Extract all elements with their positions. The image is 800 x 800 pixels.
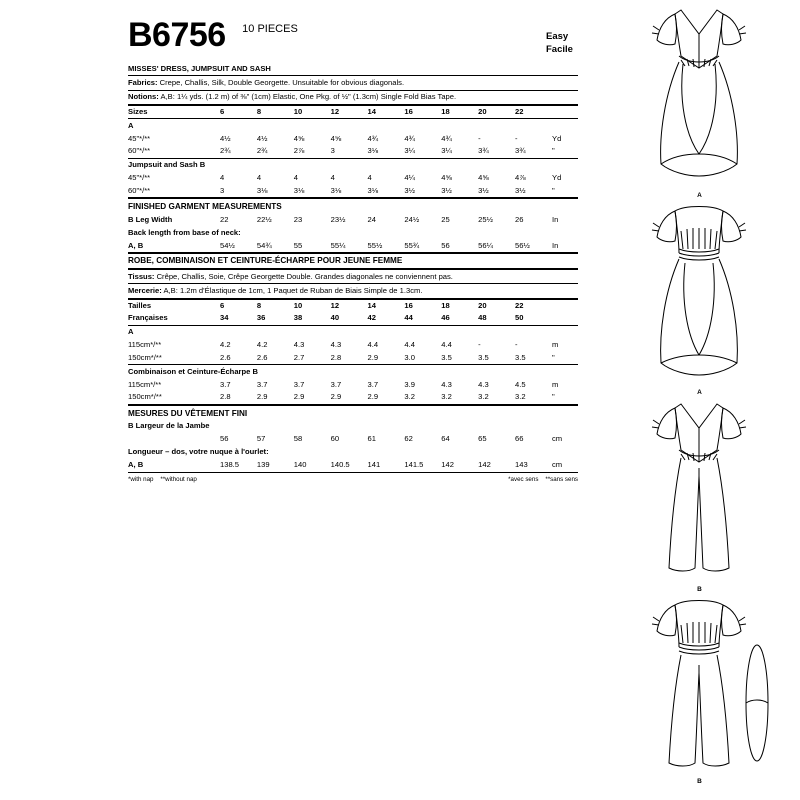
largeur-jambe-fr xyxy=(128,433,578,446)
cell: 55¼ xyxy=(330,240,346,250)
cell: 3.2 xyxy=(515,392,526,402)
cell: 2.9 xyxy=(256,392,268,402)
difficulty-label-en: Easy xyxy=(546,31,569,42)
row-label: 150cm*/** xyxy=(128,392,162,402)
cell: 2.6 xyxy=(256,352,268,362)
cell: 3.2 xyxy=(404,392,415,402)
cell: 3¾ xyxy=(478,146,489,156)
cell: 48 xyxy=(478,313,487,323)
cell: 56½ xyxy=(515,240,530,250)
yardage-b-fr xyxy=(128,379,578,404)
cell: 4 xyxy=(220,173,225,183)
page-title: B6756 xyxy=(128,16,226,54)
cell: 40 xyxy=(330,313,340,323)
footnote-fr xyxy=(508,476,578,484)
cell: 143 xyxy=(515,460,528,470)
cell: 14 xyxy=(367,300,376,310)
cell: 4⅝ xyxy=(330,133,342,143)
row-label: A, B xyxy=(128,240,144,250)
cell: 55½ xyxy=(367,240,383,250)
mercerie-label: Mercerie: xyxy=(128,285,162,295)
cell: 4⅞ xyxy=(515,173,526,183)
cell: 139 xyxy=(256,460,270,470)
cell: 3½ xyxy=(441,185,452,195)
cell: 3.7 xyxy=(367,379,379,389)
row-label: 60"*/** xyxy=(128,146,151,156)
table-row xyxy=(128,213,578,226)
yardage-a-en xyxy=(128,133,578,158)
unit: cm xyxy=(552,460,563,470)
footnote-en-left: *with nap xyxy=(128,475,154,483)
cell: 34 xyxy=(220,313,229,323)
finished-measurements-title-en: FINISHED GARMENT MEASUREMENTS xyxy=(128,202,282,212)
size-col-3: 12 xyxy=(330,106,340,116)
cell: 4⅝ xyxy=(441,173,452,183)
illustration-column xyxy=(607,4,792,787)
cell: 3⅛ xyxy=(293,185,305,195)
cell: 4 xyxy=(330,173,335,183)
cell: 22 xyxy=(220,214,229,224)
cell: 138.5 xyxy=(220,460,240,470)
size-col-1: 8 xyxy=(256,106,262,116)
cell: 42 xyxy=(367,313,376,323)
size-col-6: 18 xyxy=(441,106,450,116)
francaises-label: Françaises xyxy=(128,313,168,323)
cell: 140.5 xyxy=(330,460,350,470)
back-length-label: Back length from base of neck: xyxy=(128,227,241,237)
figure-label: A xyxy=(697,389,702,396)
cell: 3 xyxy=(330,146,335,156)
cell: 3.0 xyxy=(404,352,415,362)
table-row xyxy=(128,145,578,158)
footnote-fr-right: **sans sens xyxy=(545,475,578,483)
figure-label: A xyxy=(697,192,702,199)
cell: 4¾ xyxy=(367,133,379,143)
cell: 4.2 xyxy=(256,340,268,350)
cell: 2.8 xyxy=(330,352,342,362)
cell: 54½ xyxy=(220,240,235,250)
cell: 3⅛ xyxy=(256,185,268,195)
unit: " xyxy=(552,146,555,156)
back-length-en xyxy=(128,239,578,252)
cell: 4.3 xyxy=(330,340,342,350)
size-col-8: 22 xyxy=(515,106,524,116)
cell: - xyxy=(478,133,481,143)
cell: 22 xyxy=(515,300,524,310)
sizes-table-en xyxy=(128,106,578,119)
cell: 4¼ xyxy=(404,173,415,183)
cell: 18 xyxy=(441,300,450,310)
table-row xyxy=(128,133,578,146)
cell: 60 xyxy=(330,434,340,444)
jumpsuit-view-b-back-with-sash xyxy=(607,595,792,785)
unit: " xyxy=(552,392,555,402)
fabrics-row xyxy=(128,76,578,89)
size-col-0: 6 xyxy=(220,106,225,116)
cell: 3⅛ xyxy=(367,146,379,156)
table-row xyxy=(128,391,578,404)
unit: m xyxy=(552,340,559,350)
difficulty-label-fr: Facile xyxy=(546,44,573,55)
cell: 4⅝ xyxy=(293,133,305,143)
cell: 55 xyxy=(293,240,303,250)
cell: 38 xyxy=(293,313,303,323)
tissus-label: Tissus: xyxy=(128,271,155,281)
mercerie-row xyxy=(128,284,578,297)
footnotes xyxy=(128,473,578,484)
unit: Yd xyxy=(552,173,562,183)
table-row xyxy=(128,185,578,198)
longueur-dos-label: Longueur – dos, votre nuque à l'ourlet: xyxy=(128,447,269,457)
fabrics-text: Crepe, Challis, Silk, Double Georgette. Unsuitable for obvious diagonals. xyxy=(159,77,405,87)
cell: 4.5 xyxy=(515,379,526,389)
cell: 26 xyxy=(515,214,524,224)
cell: 56 xyxy=(441,240,450,250)
cell: 66 xyxy=(515,434,524,444)
table-row xyxy=(128,172,578,185)
cell: 2.9 xyxy=(367,352,379,362)
cell: 3.2 xyxy=(441,392,452,402)
table-row xyxy=(128,352,578,365)
tissus-text: Crêpe, Challis, Soie, Crêpe Georgette Double. Grandes diagonales ne conviennent pas. xyxy=(156,271,453,281)
row-label: 45"*/** xyxy=(128,173,151,183)
cell: - xyxy=(515,340,518,350)
table-row xyxy=(128,379,578,392)
cell: 4⅝ xyxy=(478,173,489,183)
cell: 4.4 xyxy=(367,340,379,350)
cell: 20 xyxy=(478,300,487,310)
row-label: 150cm*/** xyxy=(128,352,162,362)
pieces-count: 10 PIECES xyxy=(242,23,298,35)
cell: 4.4 xyxy=(404,340,415,350)
largeur-jambe-label: B Largeur de la Jambe xyxy=(128,421,210,431)
table-row xyxy=(128,459,578,472)
unit: " xyxy=(552,352,555,362)
row-label: 45"*/** xyxy=(128,133,151,143)
cell: 25½ xyxy=(478,214,493,224)
cell: 56 xyxy=(220,434,229,444)
cell: 4 xyxy=(367,173,372,183)
cell: 3½ xyxy=(404,185,415,195)
garment-title-fr: ROBE, COMBINAISON ET CEINTURE-ÉCHARPE POUR JEUNE FEMME xyxy=(128,252,578,270)
cell: 36 xyxy=(256,313,266,323)
unit: m xyxy=(552,379,559,389)
cell: 2.7 xyxy=(293,352,305,362)
cell: 3.2 xyxy=(478,392,489,402)
cell: 141 xyxy=(367,460,381,470)
section-b-fr: Combinaison et Ceinture-Écharpe B xyxy=(128,366,258,376)
row-label: 115cm*/** xyxy=(128,379,162,389)
cell: 10 xyxy=(293,300,303,310)
jumpsuit-view-b-front xyxy=(607,398,792,593)
cell: 4 xyxy=(256,173,262,183)
section-a-en: A xyxy=(128,120,134,130)
yardage-b-en xyxy=(128,172,578,197)
cell: 2¾ xyxy=(256,146,268,156)
cell: 22½ xyxy=(256,214,272,224)
cell: 46 xyxy=(441,313,450,323)
unit: In xyxy=(552,240,559,250)
unit: " xyxy=(552,185,555,195)
cell: 2.9 xyxy=(330,392,342,402)
size-col-7: 20 xyxy=(478,106,487,116)
size-col-4: 14 xyxy=(367,106,376,116)
cell: 23½ xyxy=(330,214,346,224)
header xyxy=(128,16,578,62)
cell: 3.7 xyxy=(256,379,268,389)
cell: - xyxy=(478,340,481,350)
cell: 4.3 xyxy=(478,379,489,389)
cell: 16 xyxy=(404,300,413,310)
tailles-label: Tailles xyxy=(128,300,152,310)
cell: 2.8 xyxy=(220,392,231,402)
unit: In xyxy=(552,214,559,224)
cell: 6 xyxy=(220,300,225,310)
finished-measurements-title-fr: MESURES DU VÊTEMENT FINI xyxy=(128,408,248,418)
dress-view-a-front xyxy=(607,4,792,199)
cell: 25 xyxy=(441,214,450,224)
finished-measurements-en xyxy=(128,213,578,226)
cell: 8 xyxy=(256,300,262,310)
cell: 4.4 xyxy=(441,340,452,350)
cell: 65 xyxy=(478,434,487,444)
cell: 3.9 xyxy=(404,379,415,389)
sizes-table-fr xyxy=(128,300,578,325)
footnote-fr-left: *avec sens xyxy=(508,475,539,483)
cell: 24 xyxy=(367,214,376,224)
size-col-5: 16 xyxy=(404,106,413,116)
sizes-label: Sizes xyxy=(128,106,148,116)
cell: 2¾ xyxy=(220,146,231,156)
row-label: 115cm*/** xyxy=(128,340,162,350)
cell: 54¾ xyxy=(256,240,272,250)
cell: 61 xyxy=(367,434,376,444)
cell: 4.3 xyxy=(293,340,305,350)
difficulty-badge xyxy=(546,30,573,56)
cell: 3⅛ xyxy=(367,185,379,195)
section-b-en: Jumpsuit and Sash B xyxy=(128,160,206,170)
cell: 2.9 xyxy=(293,392,305,402)
footnote-en xyxy=(128,476,197,484)
cell: 4¾ xyxy=(404,133,415,143)
cell: 55¾ xyxy=(404,240,420,250)
row-label: 60"*/** xyxy=(128,185,151,195)
table-row xyxy=(128,106,578,119)
cell: 62 xyxy=(404,434,413,444)
unit: Yd xyxy=(552,133,562,143)
fabrics-label: Fabrics: xyxy=(128,77,158,87)
figure-label: B xyxy=(697,586,702,593)
mercerie-text: A,B: 1.2m d'Élastique de 1cm, 1 Paquet de Ruban de Biais Simple de 1.3cm. xyxy=(163,285,423,295)
table-row xyxy=(128,339,578,352)
dress-view-a-back xyxy=(607,201,792,396)
size-col-2: 10 xyxy=(293,106,303,116)
figure-label: B xyxy=(697,778,702,785)
cell: 2.9 xyxy=(367,392,379,402)
unit: cm xyxy=(552,434,563,444)
cell: 3 xyxy=(220,185,225,195)
garment-title-en: MISSES' DRESS, JUMPSUIT AND SASH xyxy=(128,63,271,73)
cell: 3½ xyxy=(478,185,489,195)
cell: 57 xyxy=(256,434,266,444)
cell: 23 xyxy=(293,214,303,224)
cell: 4 xyxy=(293,173,298,183)
cell: 3⅛ xyxy=(330,185,342,195)
table-row xyxy=(128,433,578,446)
cell: 2.6 xyxy=(220,352,231,362)
cell: 3¾ xyxy=(515,146,526,156)
notions-row xyxy=(128,91,578,104)
cell: 3.5 xyxy=(441,352,452,362)
table-row xyxy=(128,239,578,252)
cell: - xyxy=(515,133,518,143)
cell: 12 xyxy=(330,300,340,310)
cell: 44 xyxy=(404,313,413,323)
cell: 141.5 xyxy=(404,460,424,470)
cell: 3½ xyxy=(515,185,526,195)
cell: 4.2 xyxy=(220,340,231,350)
cell: 4¾ xyxy=(441,133,452,143)
cell: 58 xyxy=(293,434,303,444)
cell: 4.3 xyxy=(441,379,452,389)
cell: 24½ xyxy=(404,214,420,224)
cell: 3.7 xyxy=(293,379,305,389)
cell: 4½ xyxy=(220,133,231,143)
row-label: A, B xyxy=(128,460,144,470)
cell: 142 xyxy=(441,460,454,470)
cell: 2⅞ xyxy=(293,146,305,156)
cell: 3.7 xyxy=(220,379,231,389)
info-block xyxy=(128,62,578,484)
section-a-fr: A xyxy=(128,327,134,337)
cell: 3¼ xyxy=(404,146,415,156)
longueur-dos-fr xyxy=(128,459,578,472)
table-row xyxy=(128,300,578,313)
notions-label: Notions: xyxy=(128,92,159,101)
cell: 64 xyxy=(441,434,450,444)
cell: 3.7 xyxy=(330,379,342,389)
cell: 140 xyxy=(293,460,307,470)
tissus-row xyxy=(128,270,578,283)
cell: 4½ xyxy=(256,133,268,143)
cell: 3¼ xyxy=(441,146,452,156)
cell: 50 xyxy=(515,313,524,323)
yardage-a-fr xyxy=(128,339,578,364)
notions-text: A,B: 1¼ yds. (1.2 m) of ⅜" (1cm) Elastic, One Pkg. of ½" (1.3cm) Single Fold Bias Tape. xyxy=(160,92,457,101)
table-row xyxy=(128,312,578,325)
leg-width-label: B Leg Width xyxy=(128,214,173,224)
cell: 142 xyxy=(478,460,491,470)
footnote-en-right: **without nap xyxy=(160,475,197,483)
cell: 3.5 xyxy=(515,352,526,362)
cell: 3.5 xyxy=(478,352,489,362)
cell: 56¼ xyxy=(478,240,493,250)
